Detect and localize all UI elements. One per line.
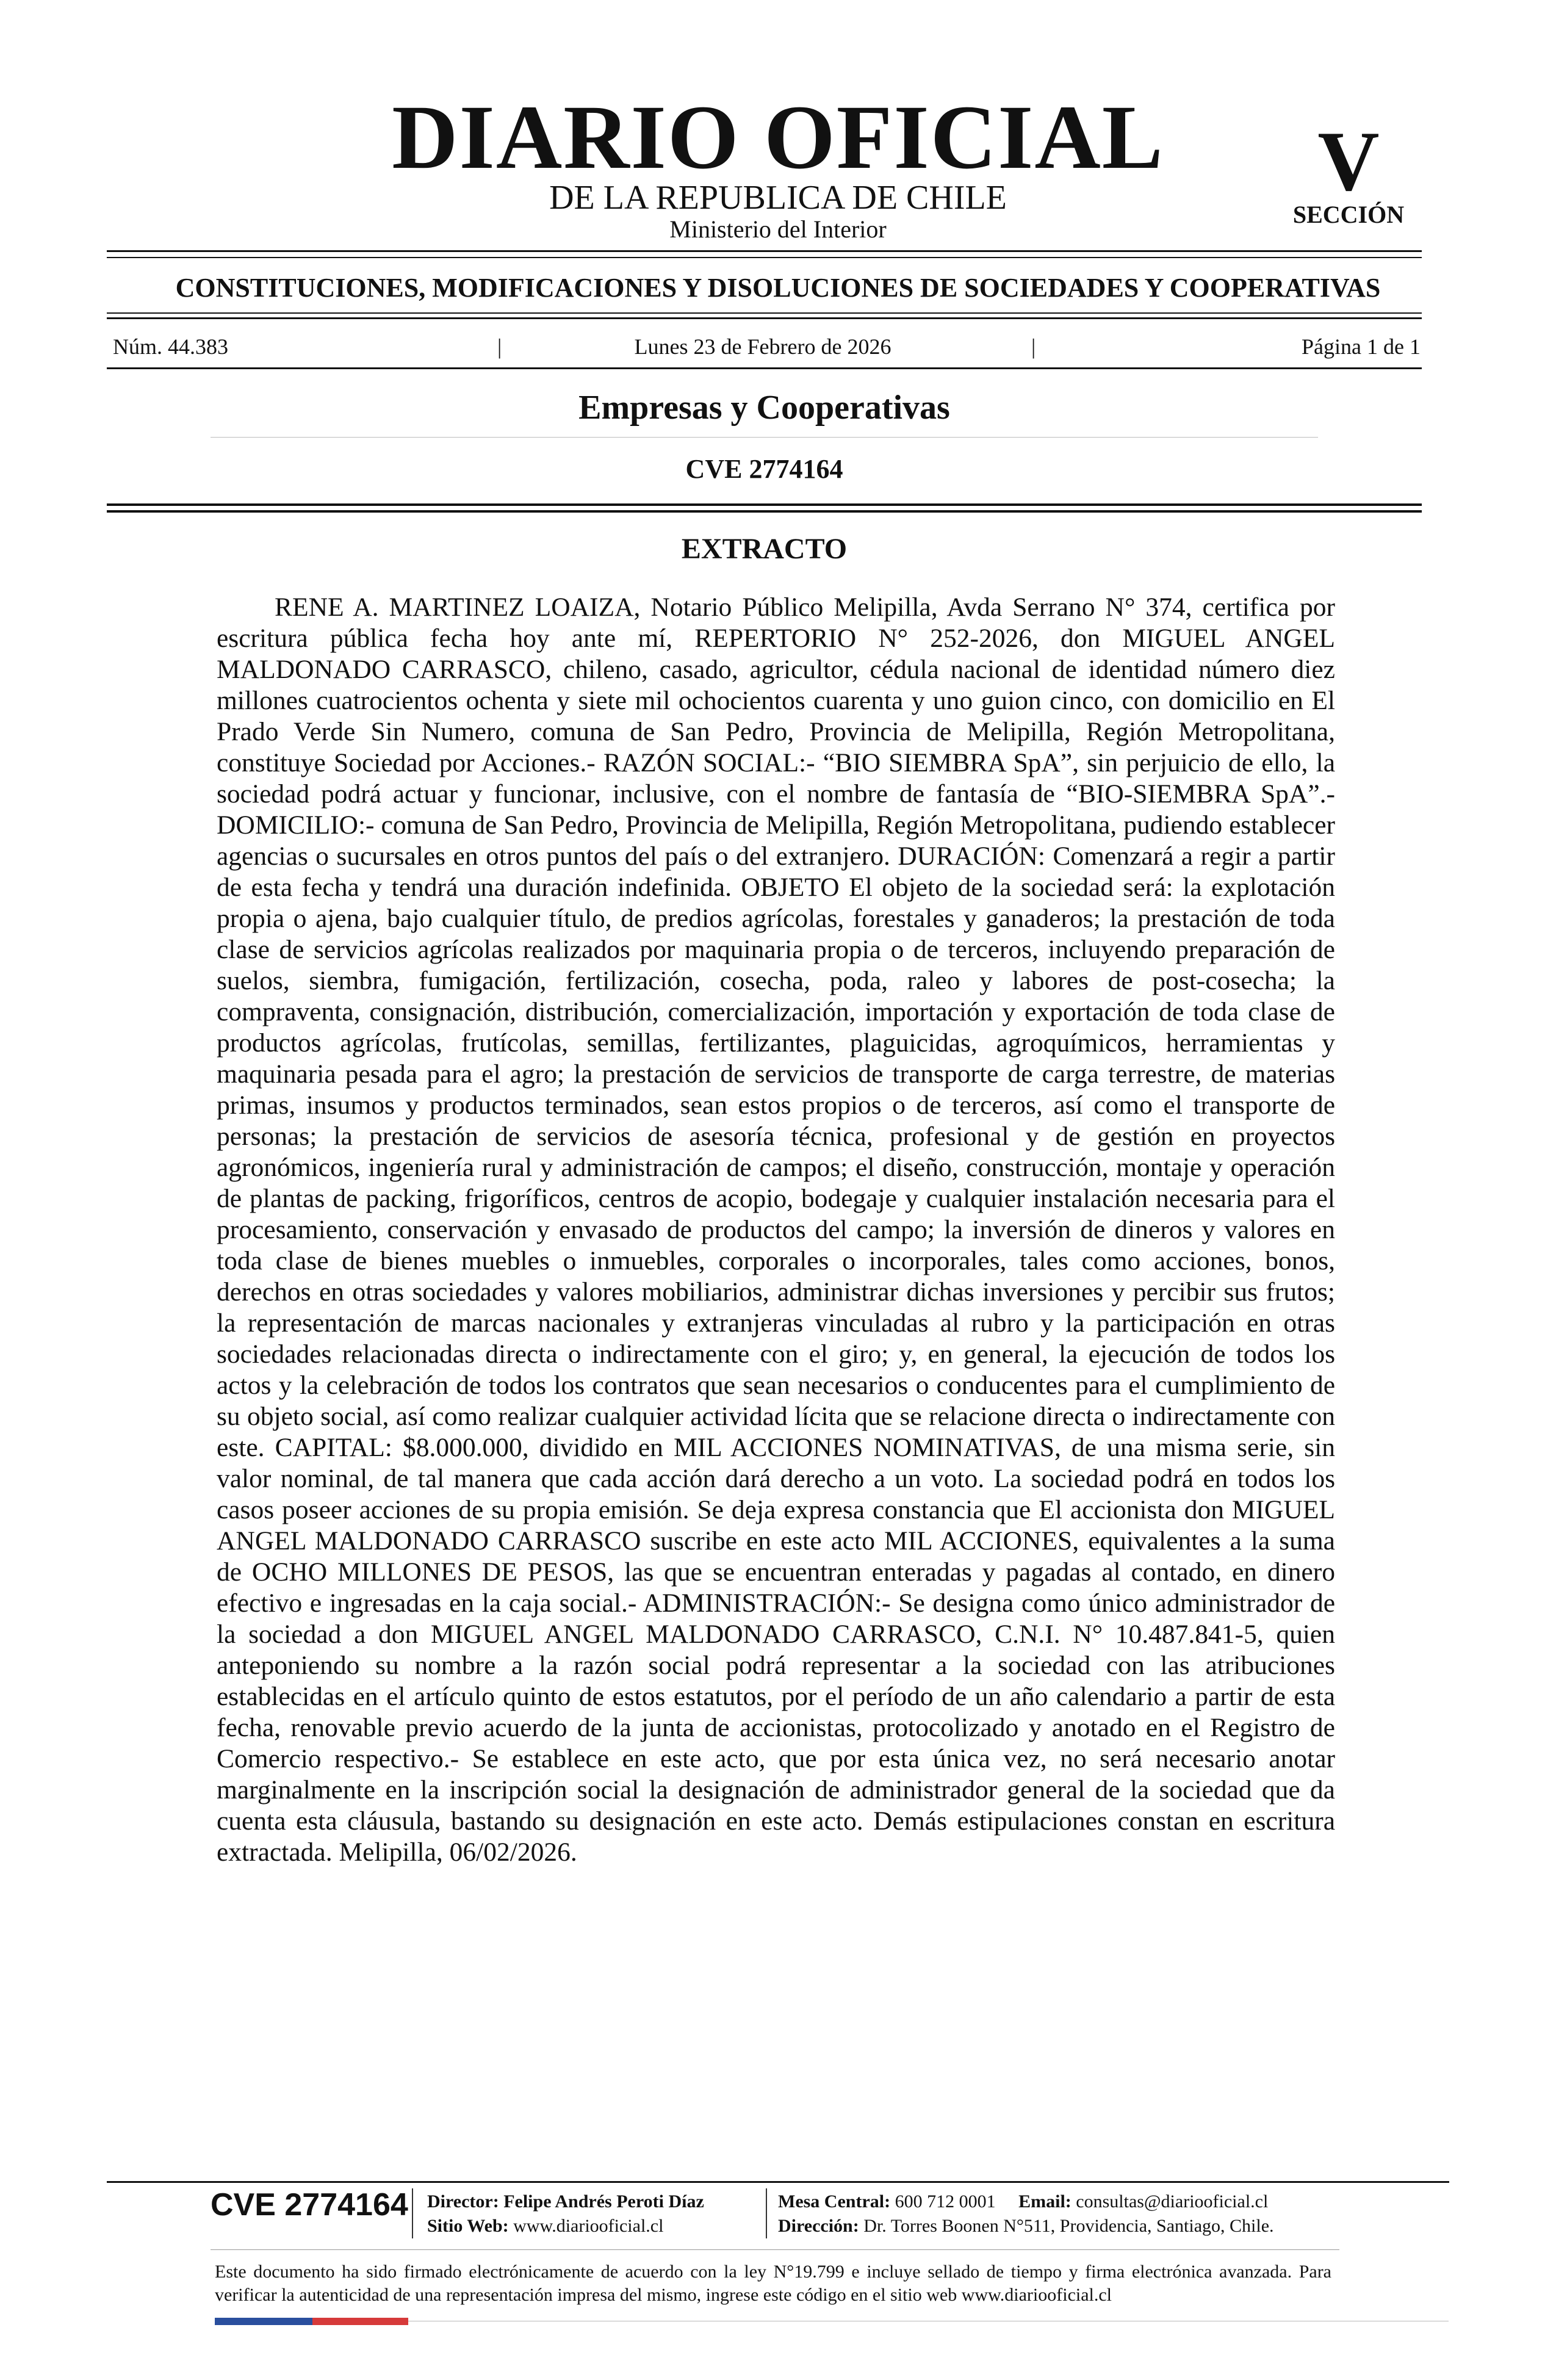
website-label: Sitio Web: xyxy=(427,2216,509,2236)
footer-divider xyxy=(412,2188,413,2238)
issue-number: Núm. 44.383 xyxy=(113,334,228,359)
document-heading: EXTRACTO xyxy=(681,533,848,565)
section-title: Empresas y Cooperativas xyxy=(578,389,950,427)
section-letter: V xyxy=(1317,114,1380,209)
footer-legal-note: Este documento ha sido firmado electrónicamente de acuerdo con la ley N°19.799 e incluye sellado de tiempo y firma electrónica avanzada. Para verificar la autenticidad de una representación impresa del mismo, ingrese este código en el sitio web www.diariooficial.cl xyxy=(215,2262,1331,2305)
meta-separator: | xyxy=(497,334,502,359)
phone-number: 600 712 0001 xyxy=(895,2191,996,2212)
footer-publisher-info xyxy=(427,2190,704,2238)
director-name: Felipe Andrés Peroti Díaz xyxy=(503,2191,704,2212)
cve-rule xyxy=(107,503,1422,506)
email-link[interactable]: consultas@diariooficial.cl xyxy=(1076,2191,1269,2212)
masthead-rule-thin xyxy=(107,257,1422,258)
masthead-title: DIARIO OFICIAL xyxy=(392,87,1164,188)
masthead-rule xyxy=(107,250,1422,252)
flag-stripe-red xyxy=(312,2318,408,2325)
masthead-ministry: Ministerio del Interior xyxy=(669,215,887,243)
address-text: Dr. Torres Boonen N°511, Providencia, Santiago, Chile. xyxy=(863,2216,1274,2236)
category-heading: CONSTITUCIONES, MODIFICACIONES Y DISOLUCIONES DE SOCIEDADES Y COOPERATIVAS xyxy=(175,273,1381,303)
website-link[interactable]: www.diariooficial.cl xyxy=(513,2216,664,2236)
footer-cve-code: CVE 2774164 xyxy=(211,2187,408,2223)
category-rule-thin xyxy=(107,312,1422,314)
masthead-subtitle: DE LA REPUBLICA DE CHILE xyxy=(549,179,1007,217)
email-label: Email: xyxy=(1018,2191,1072,2212)
meta-separator: | xyxy=(1031,334,1036,359)
extract-body: RENE A. MARTINEZ LOAIZA, Notario Público Melipilla, Avda Serrano N° 374, certifica por escritura pública fecha hoy ante mí, REPERTORIO N° 252-2026, don MIGUEL ANGEL MALDONADO CARRASCO, chileno, casado, agricultor, cédula nacional de identidad número diez millones cuatrocientos ochenta y siete mil ochocientos cuarenta y uno guion cinco, con domicilio en El Prado Verde Sin Numero, comuna de San Pedro, Provincia de Melipilla, Región Metropolitana, constituye Sociedad por Acciones.- RAZÓN SOCIAL:- “BIO SIEMBRA SpA”, sin perjuicio de ello, la sociedad podrá actuar y funcionar, inclusive, con el nombre de fantasía de “BIO-SIEMBRA SpA”.- DOMICILIO:- comuna de San Pedro, Provincia de Melipilla, Región Metropolitana, pudiendo establecer agencias o sucursales en otros puntos del país o del extranjero. DURACIÓN: Comenzará a regir a partir de esta fecha y tendrá una duración indefinida. OBJETO El objeto de la sociedad será: la explotación propia o ajena, bajo cualquier título, de predios agrícolas, forestales y ganaderos; la prestación de toda clase de servicios agrícolas realizados por maquinaria propia o de terceros, incluyendo preparación de suelos, siembra, fumigación, fertilización, cosecha, poda, raleo y labores de post-cosecha; la compraventa, consignación, distribución, comercialización, importación y exportación de toda clase de productos agrícolas, frutícolas, semillas, fertilizantes, plaguicidas, agroquímicos, herramientas y maquinaria pesada para el agro; la prestación de servicios de transporte de carga terrestre, de materias primas, insumos y productos terminados, sean estos propios o de terceros, así como el transporte de personas; la prestación de servicios de asesoría técnica, profesional y de gestión en proyectos agronómicos, ingeniería rural y administración de campos; el diseño, construcción, montaje y operación de plantas de packing, frigoríficos, centros de acopio, bodegaje y cualquier instalación necesaria para el procesamiento, conservación y envasado de productos del campo; la inversión de dineros y valores en toda clase de bienes muebles o inmuebles, corporales o incorporales, tales como acciones, bonos, derechos en otras sociedades y valores mobiliarios, administrar dichas inversiones y percibir sus frutos; la representación de marcas nacionales y extranjeras vinculadas al rubro y la participación en otras sociedades relacionadas directa o indirectamente con el giro; y, en general, la ejecución de todos los actos y la celebración de todos los contratos que sean necesarios o conducentes para el cumplimiento de su objeto social, así como realizar cualquier actividad lícita que se relacione directa o indirectamente con este. CAPITAL: $8.000.000, dividido en MIL ACCIONES NOMINATIVAS, de una misma serie, sin valor nominal, de tal manera que cada acción dará derecho a un voto. La sociedad podrá en todos los casos poseer acciones de su propia emisión. Se deja expresa constancia que El accionista don MIGUEL ANGEL MALDONADO CARRASCO suscribe en este acto MIL ACCIONES, equivalentes a la suma de OCHO MILLONES DE PESOS, las que se encuentran enteradas y pagadas al contado, en dinero efectivo e ingresadas en la caja social.- ADMINISTRACIÓN:- Se designa como único administrador de la sociedad a don MIGUEL ANGEL MALDONADO CARRASCO, C.N.I. N° 10.487.841-5, quien anteponiendo su nombre a la razón social podrá representar a la sociedad con las atribuciones establecidas en el artículo quinto de estos estatutos, por el período de un año calendario a partir de esta fecha, renovable previo acuerdo de la junta de accionistas, protocolizado y anotado en el Registro de Comercio respectivo.- Se establece en este acto, que por esta única vez, no será necesario anotar marginalmente en la inscripción social la designación de administrador general de la sociedad que da cuenta esta cláusula, bastando su designación en este acto. Demás estipulaciones constan en escritura extractada. Melipilla, 06/02/2026. xyxy=(217,593,1335,1867)
category-rule xyxy=(107,317,1422,319)
footer-rule xyxy=(107,2181,1449,2183)
footer-contact-info xyxy=(778,2190,1274,2238)
cve-code: CVE 2774164 xyxy=(685,454,843,484)
footer-note-rule xyxy=(211,2249,1339,2250)
cve-rule-double xyxy=(107,510,1422,513)
page-number: Página 1 de 1 xyxy=(1302,334,1421,359)
address-label: Dirección: xyxy=(778,2216,859,2236)
flag-stripe-blue xyxy=(215,2318,312,2325)
section-label: SECCIÓN xyxy=(1292,201,1405,228)
director-label: Director: xyxy=(427,2191,499,2212)
section-title-underline xyxy=(211,437,1318,438)
phone-label: Mesa Central: xyxy=(778,2191,891,2212)
footer-divider xyxy=(766,2188,767,2238)
issue-date: Lunes 23 de Febrero de 2026 xyxy=(634,334,891,359)
meta-rule xyxy=(107,367,1422,369)
